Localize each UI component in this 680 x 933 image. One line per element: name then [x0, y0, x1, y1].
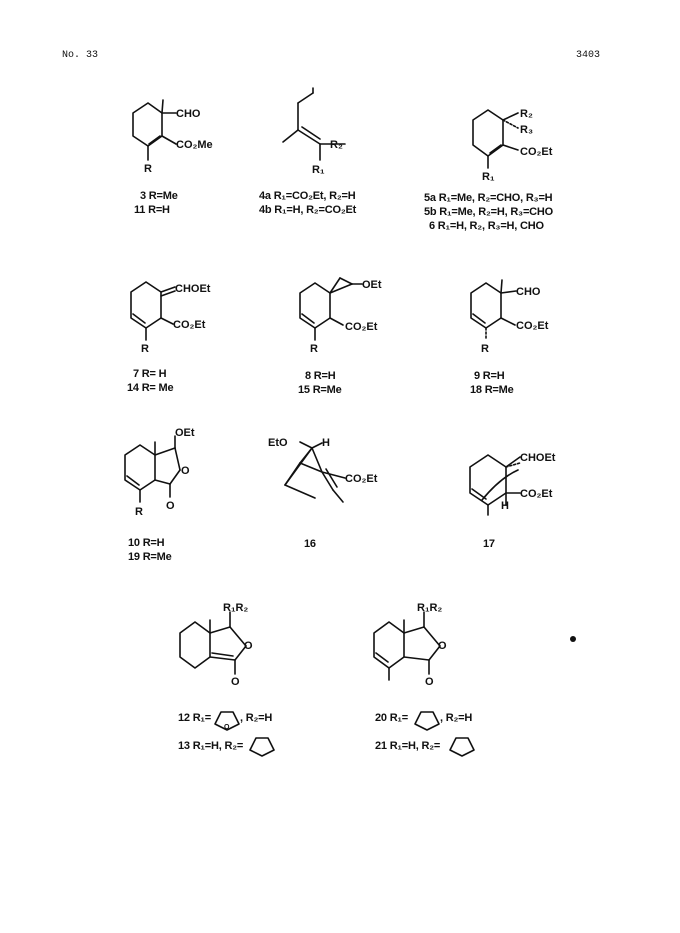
atom-h-17: H — [501, 500, 509, 512]
atom-h-16: H — [322, 437, 330, 449]
label-9: 9 R=H — [474, 370, 505, 382]
atom-r: R — [144, 163, 152, 175]
label-12-b: , R₂=H — [240, 712, 273, 724]
page-header-left: No. 33 — [62, 50, 99, 61]
label-12-a: 12 R₁= — [178, 712, 212, 724]
label-4b: 4b R₁=H, R₂=CO₂Et — [259, 204, 357, 216]
atom-r3-5: R₃ — [520, 124, 534, 136]
structure-4 — [283, 88, 345, 176]
label-20-b: , R₂=H — [440, 712, 473, 724]
label-10: 10 R=H — [128, 537, 165, 549]
label-14: 14 R= Me — [127, 382, 174, 394]
atom-o-20: O — [438, 640, 447, 652]
label-15: 15 R=Me — [298, 384, 342, 396]
atom-choet-17: CHOEt — [520, 452, 556, 464]
label-17: 17 — [483, 538, 495, 550]
atom-co2et-17: CO₂Et — [520, 488, 553, 500]
atom-oet-8: OEt — [362, 279, 382, 291]
atom-co2et-7: CO₂Et — [173, 319, 206, 331]
atom-co2et-16: CO₂Et — [345, 473, 378, 485]
atom-r2: R₂ — [330, 139, 343, 151]
label-7: 7 R= H — [133, 368, 167, 380]
structure-10-19 — [125, 427, 195, 518]
atom-r2-5: R₂ — [520, 108, 533, 120]
atom-r-9: R — [481, 343, 489, 355]
atom-co2et-5: CO₂Et — [520, 146, 553, 158]
atom-o-10: O — [181, 465, 190, 477]
atom-o2-12: O — [231, 676, 240, 688]
structure-3-11 — [133, 100, 213, 175]
atom-r1r2-20: R₁R₂ — [417, 602, 443, 614]
atom-co2me: CO₂Me — [176, 139, 213, 151]
furan-icon-13 — [250, 738, 274, 756]
atom-cho: CHO — [176, 108, 201, 120]
label-5b: 5b R₁=Me, R₂=H, R₃=CHO — [424, 206, 554, 218]
atom-co2et-9: CO₂Et — [516, 320, 549, 332]
label-8: 8 R=H — [305, 370, 336, 382]
atom-oet-10: OEt — [175, 427, 195, 439]
page-number: 3403 — [576, 50, 601, 61]
atom-r-8: R — [310, 343, 318, 355]
furan-icon-12 — [215, 712, 239, 731]
atom-o2-20: O — [425, 676, 434, 688]
structure-9-18 — [471, 280, 549, 355]
atom-r-10: R — [135, 506, 143, 518]
structure-8-15 — [300, 278, 382, 355]
structure-20-21 — [374, 602, 447, 688]
atom-r1-5: R₁ — [482, 171, 495, 183]
label-20-a: 20 R₁= — [375, 712, 409, 724]
label-21: 21 R₁=H, R₂= — [375, 740, 441, 752]
furan-icon-21 — [450, 738, 474, 756]
structure-7-14 — [131, 282, 211, 355]
structure-12-13 — [180, 602, 253, 688]
label-4a: 4a R₁=CO₂Et, R₂=H — [259, 190, 356, 202]
structure-5-6 — [473, 108, 553, 183]
atom-choet-7: CHOEt — [175, 283, 211, 295]
label-5a: 5a R₁=Me, R₂=CHO, R₃=H — [424, 192, 553, 204]
ink-dot — [570, 636, 576, 642]
label-13: 13 R₁=H, R₂= — [178, 740, 244, 752]
label-3: 3 R=Me — [140, 190, 178, 202]
atom-co2et-8: CO₂Et — [345, 321, 378, 333]
atom-o2-10: O — [166, 500, 175, 512]
atom-eto-16: EtO — [268, 437, 288, 449]
label-6: 6 R₁=H, R₂, R₃=H, CHO — [429, 220, 544, 232]
atom-o-12: O — [244, 640, 253, 652]
label-19: 19 R=Me — [128, 551, 172, 563]
furan-icon-20 — [415, 712, 439, 730]
atom-r1r2-12: R₁R₂ — [223, 602, 249, 614]
label-11: 11 R=H — [134, 204, 170, 216]
structure-16 — [268, 437, 378, 502]
atom-r-7: R — [141, 343, 149, 355]
label-16: 16 — [304, 538, 316, 550]
atom-r1: R₁ — [312, 164, 325, 176]
label-18: 18 R=Me — [470, 384, 514, 396]
svg-text:O: O — [224, 724, 230, 731]
atom-cho-9: CHO — [516, 286, 541, 298]
structure-17 — [470, 452, 556, 515]
